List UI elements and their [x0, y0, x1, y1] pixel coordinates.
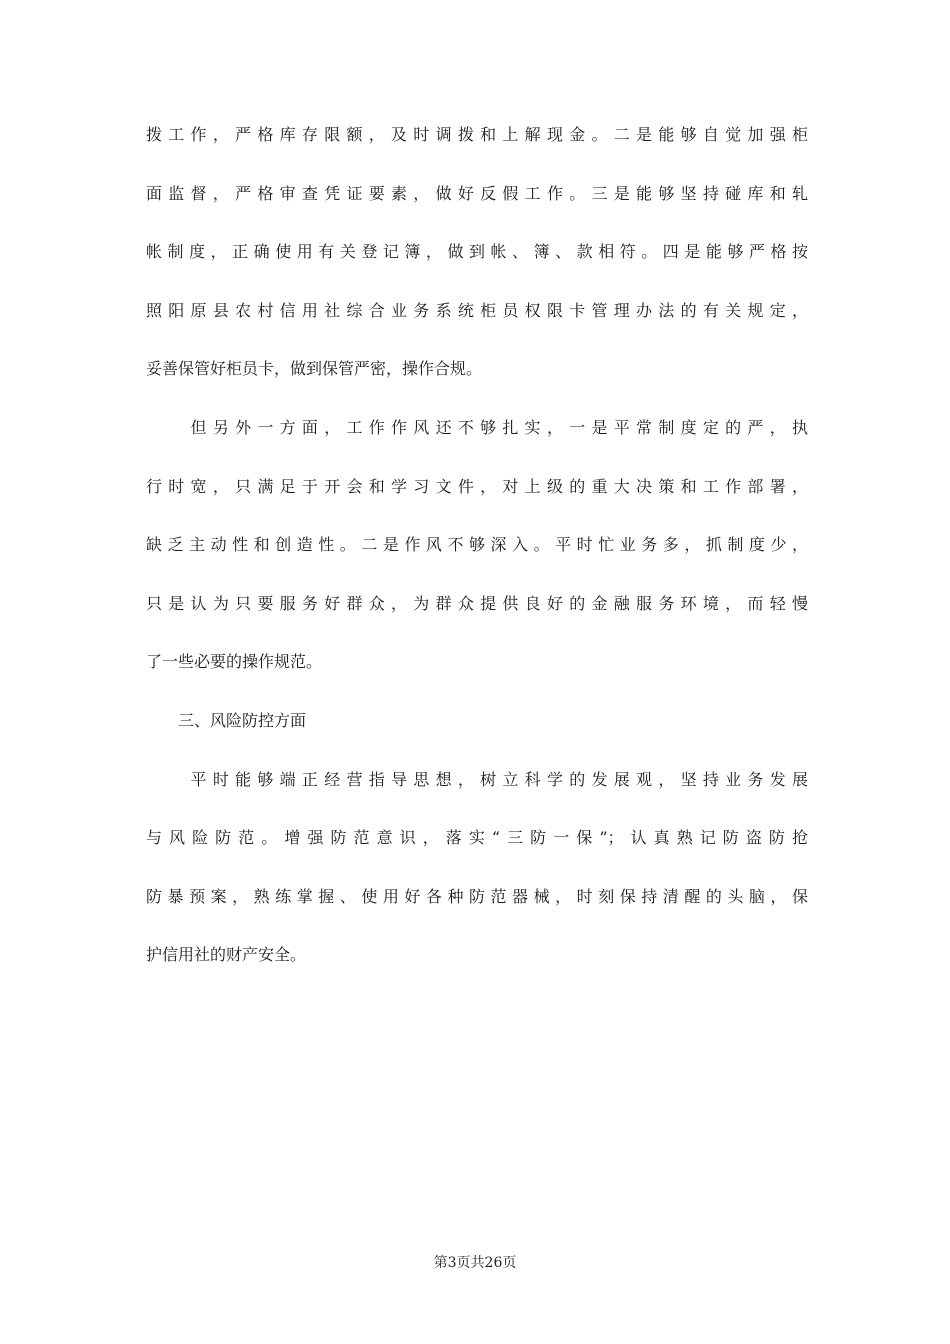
document-body	[146, 122, 808, 1001]
text-line: 但另外一方面，工作作风还不够扎实，一是平常制度定的严，执	[146, 417, 808, 437]
page-number: 第3页共26页	[433, 1255, 517, 1271]
text-line: 帐制度，正确使用有关登记簿，做到帐、簿、款相符。四是能够严格按	[146, 242, 808, 262]
text-line: 与风险防范。增强防范意识，落实“三防一保”；认真熟记防盗防抢	[146, 828, 808, 848]
text-line: 了一些必要的操作规范。	[146, 652, 323, 672]
text-line: 行时宽，只满足于开会和学习文件，对上级的重大决策和工作部署，	[146, 476, 808, 496]
text-line: 护信用社的财产安全。	[146, 945, 307, 965]
text-line: 只是认为只要服务好群众，为群众提供良好的金融服务环境，而轻慢	[146, 593, 808, 613]
text-line: 面监督，严格审查凭证要素，做好反假工作。三是能够坚持碰库和轧	[146, 183, 808, 203]
text-line: 防暴预案，熟练掌握、使用好各种防范器械，时刻保持清醒的头脑，保	[146, 886, 808, 906]
text-line: 平时能够端正经营指导思想，树立科学的发展观，坚持业务发展	[146, 769, 808, 789]
text-line: 拨工作，严格库存限额，及时调拨和上解现金。二是能够自觉加强柜	[146, 125, 808, 144]
section-heading: 三、风险防控方面	[146, 710, 307, 730]
text-line: 缺乏主动性和创造性。二是作风不够深入。平时忙业务多，抓制度少，	[146, 535, 808, 555]
text-line: 照阳原县农村信用社综合业务系统柜员权限卡管理办法的有关规定，	[146, 300, 808, 320]
text-line: 妥善保管好柜员卡，做到保管严密，操作合规。	[146, 359, 483, 379]
